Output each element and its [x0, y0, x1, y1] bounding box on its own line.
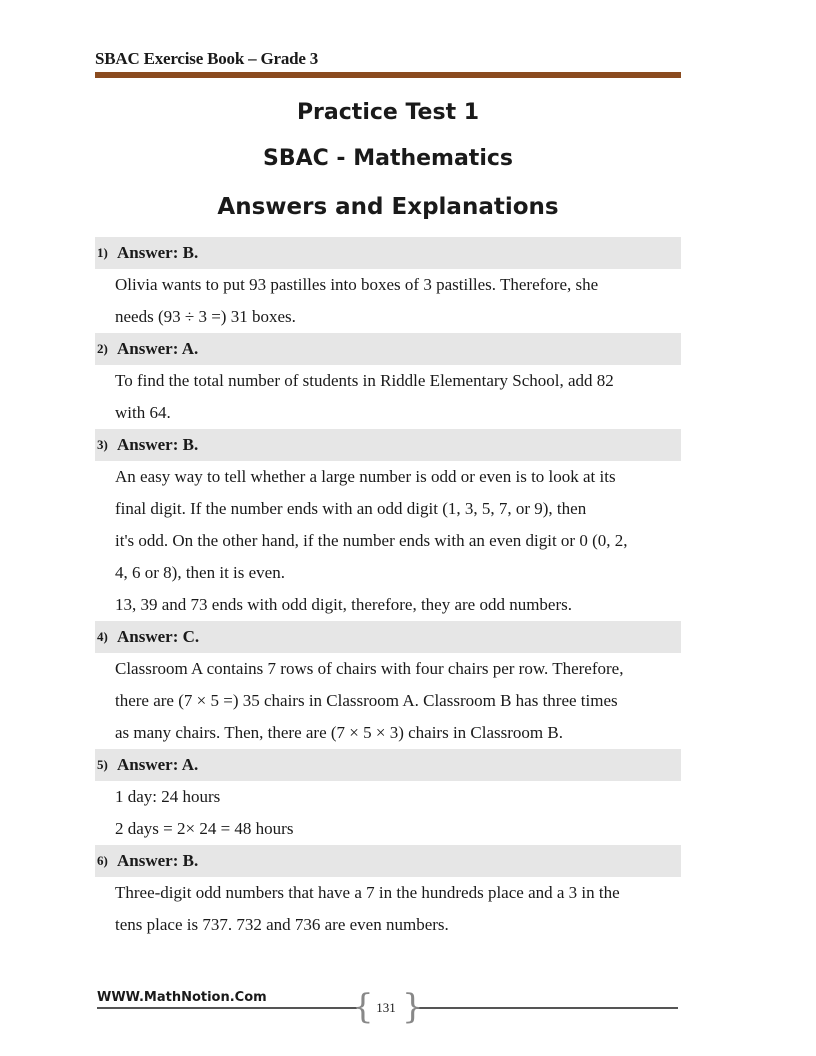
explanation-line: 2 days = 2× 24 = 48 hours — [115, 819, 294, 838]
title-subject: SBAC - Mathematics — [262, 146, 514, 171]
explanation-line: 4, 6 or 8), then it is even. — [115, 563, 285, 582]
answer-header — [95, 237, 681, 269]
answer-header — [95, 845, 681, 877]
answer-label: Answer: B. — [117, 243, 199, 262]
explanation-line: An easy way to tell whether a large number is odd or even is to look at its — [115, 467, 616, 486]
title-practice-test: Practice Test 1 — [296, 100, 480, 125]
answer-number: 2) — [97, 341, 108, 356]
answer-header — [95, 333, 681, 365]
footer-rule-left — [97, 1007, 357, 1009]
header-rule — [95, 72, 681, 78]
page-number: 131 — [376, 1000, 396, 1015]
answer-label: Answer: B. — [117, 851, 199, 870]
answer-label: Answer: A. — [117, 755, 199, 774]
explanation-line: needs (93 ÷ 3 =) 31 boxes. — [115, 307, 296, 326]
footer-rule-right — [416, 1007, 678, 1009]
explanation-line: Classroom A contains 7 rows of chairs with four chairs per row. Therefore, — [115, 659, 624, 678]
answer-number: 5) — [97, 757, 108, 772]
answer-label: Answer: B. — [117, 435, 199, 454]
running-header: SBAC Exercise Book – Grade 3 — [95, 49, 319, 68]
explanation-line: 13, 39 and 73 ends with odd digit, therefore, they are odd numbers. — [115, 595, 573, 614]
explanation-line: tens place is 737. 732 and 736 are even numbers. — [115, 915, 449, 934]
answer-number: 1) — [97, 245, 108, 260]
answer-number: 3) — [97, 437, 108, 452]
explanation-line: To find the total number of students in Riddle Elementary School, add 82 — [115, 371, 614, 390]
explanation-line: there are (7 × 5 =) 35 chairs in Classroom A. Classroom B has three times — [115, 691, 618, 710]
page-number-brace-right: } — [402, 987, 424, 1027]
title-answers: Answers and Explanations — [217, 194, 559, 220]
answer-number: 4) — [97, 629, 108, 644]
answer-header — [95, 749, 681, 781]
answer-number: 6) — [97, 853, 108, 868]
explanation-line: Olivia wants to put 93 pastilles into boxes of 3 pastilles. Therefore, she — [115, 275, 599, 294]
answer-header — [95, 621, 681, 653]
answer-label: Answer: C. — [117, 627, 200, 646]
footer-website: WWW.MathNotion.Com — [97, 990, 267, 1005]
answers-list — [95, 237, 681, 941]
explanation-line: final digit. If the number ends with an odd digit (1, 3, 5, 7, or 9), then — [115, 499, 587, 518]
explanation-line: Three-digit odd numbers that have a 7 in the hundreds place and a 3 in the — [115, 883, 620, 902]
page-number-brace-left: { — [352, 987, 374, 1027]
explanation-line: with 64. — [115, 403, 171, 422]
explanation-line: as many chairs. Then, there are (7 × 5 × 3) chairs in Classroom B. — [115, 723, 563, 742]
explanation-line: it's odd. On the other hand, if the number ends with an even digit or 0 (0, 2, — [115, 531, 628, 550]
answer-header — [95, 429, 681, 461]
explanation-line: 1 day: 24 hours — [115, 787, 221, 806]
answer-label: Answer: A. — [117, 339, 199, 358]
